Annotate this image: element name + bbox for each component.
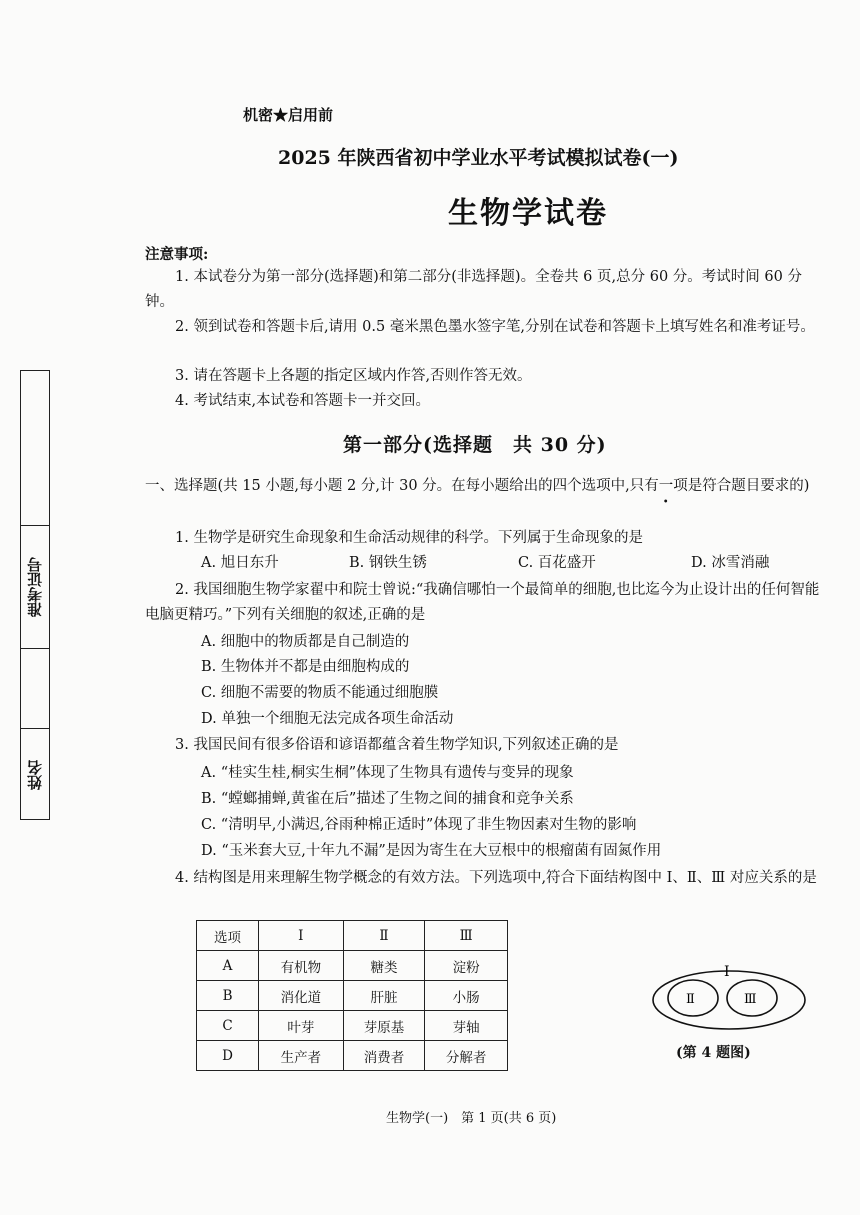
question-2-stem: 2. 我国细胞生物学家翟中和院士曾说:“我确信哪怕一个最简单的细胞,也比迄今为止设计出的任何智能电脑更精巧。”下列有关细胞的叙述,正确的是 [145,582,820,623]
exam-title: 2025 年陕西省初中学业水平考试模拟试卷(一) [278,147,679,169]
note-item: 3. 请在答题卡上各题的指定区域内作答,否则作答无效。 [175,368,532,384]
q4-table [196,920,508,1071]
table-cell: C [197,1011,259,1041]
table-cell: 生产者 [259,1041,344,1071]
table-row [197,1041,508,1071]
table-cell: 芽轴 [425,1011,508,1041]
table-row [197,1011,508,1041]
q1-option-a: A. 旭日东升 [201,555,279,571]
question-3-stem: 3. 我国民间有很多俗语和谚语都蕴含着生物学知识,下列叙述正确的是 [175,737,619,753]
table-cell: 淀粉 [425,951,508,981]
table-row [197,981,508,1011]
q3-option-a: A. “桂实生桂,桐实生桐”体现了生物具有遗传与变异的现象 [201,765,574,781]
part1-title: 第一部分(选择题 共 30 分) [343,434,607,456]
table-cell: B [197,981,259,1011]
table-header-cell: Ⅱ [343,921,425,951]
confidential-mark: 机密★启用前 [243,106,334,124]
subject-title: 生物学试卷 [448,196,608,231]
table-cell: 糖类 [343,951,425,981]
q3-option-b: B. “螳螂捕蝉,黄雀在后”描述了生物之间的捕食和竞争关系 [201,791,574,807]
table-cell: 叶芽 [259,1011,344,1041]
note-item: 4. 考试结束,本试卷和答题卡一并交回。 [175,393,431,409]
q3-option-d: D. “玉米套大豆,十年九不漏”是因为寄生在大豆根中的根瘤菌有固氮作用 [201,843,662,859]
page-footer: 生物学(一) 第 1 页(共 6 页) [386,1111,557,1126]
note-item: 2. 领到试卷和答题卡后,请用 0.5 毫米黑色墨水签字笔,分别在试卷和答题卡上填写姓名和准考证号。 [175,319,815,335]
left-label: Ⅱ [686,992,695,1007]
table-cell: 有机物 [259,951,344,981]
q4-structure-diagram [650,960,808,1030]
table-cell: 芽原基 [343,1011,425,1041]
q3-option-c: C. “清明早,小满迟,谷雨种棉正适时”体现了非生物因素对生物的影响 [201,817,637,833]
name-label: 姓名 [26,760,44,790]
q2-option-a: A. 细胞中的物质都是自己制造的 [201,634,410,650]
table-cell: 分解者 [425,1041,508,1071]
q2-option-d: D. 单独一个细胞无法完成各项生命活动 [201,711,454,727]
table-cell: 肝脏 [343,981,425,1011]
table-cell: D [197,1041,259,1071]
outer-label: Ⅰ [724,964,730,980]
table-cell: 消化道 [259,981,344,1011]
question-1-stem: 1. 生物学是研究生命现象和生命活动规律的科学。下列属于生命现象的是 [175,530,643,546]
table-cell: 消费者 [343,1041,425,1071]
note-item: 1. 本试卷分为第一部分(选择题)和第二部分(非选择题)。全卷共 6 页,总分 60 分。考试时间 60 分钟。 [145,269,802,310]
table-header-cell: Ⅰ [259,921,344,951]
table-row [197,951,508,981]
table-cell: A [197,951,259,981]
q1-option-d: D. 冰雪消融 [691,555,770,571]
question-4-stem: 4. 结构图是用来理解生物学概念的有效方法。下列选项中,符合下面结构图中 Ⅰ、Ⅱ、Ⅲ 对应关系的是 [175,870,817,886]
right-label: Ⅲ [744,992,757,1007]
figure-caption: (第 4 题图) [676,1045,751,1061]
table-header-cell: Ⅲ [425,921,508,951]
q2-option-b: B. 生物体并不都是由细胞构成的 [201,659,410,675]
table-cell: 小肠 [425,981,508,1011]
part1-instruction: 一、选择题(共 15 小题,每小题 2 分,计 30 分。在每小题给出的四个选项中,只有一项是符合题目要求的) [145,478,810,494]
binding-divider [20,648,50,649]
q2-option-c: C. 细胞不需要的物质不能通过细胞膜 [201,685,439,701]
binding-divider [20,728,50,729]
exam-id-label: 准考证号 [26,557,44,618]
notes-heading: 注意事项: [145,246,209,263]
table-header-row [197,921,508,951]
q1-option-c: C. 百花盛开 [518,555,596,571]
binding-divider [20,525,50,526]
q1-option-b: B. 钢铁生锈 [349,555,427,571]
table-header-cell: 选项 [197,921,259,951]
